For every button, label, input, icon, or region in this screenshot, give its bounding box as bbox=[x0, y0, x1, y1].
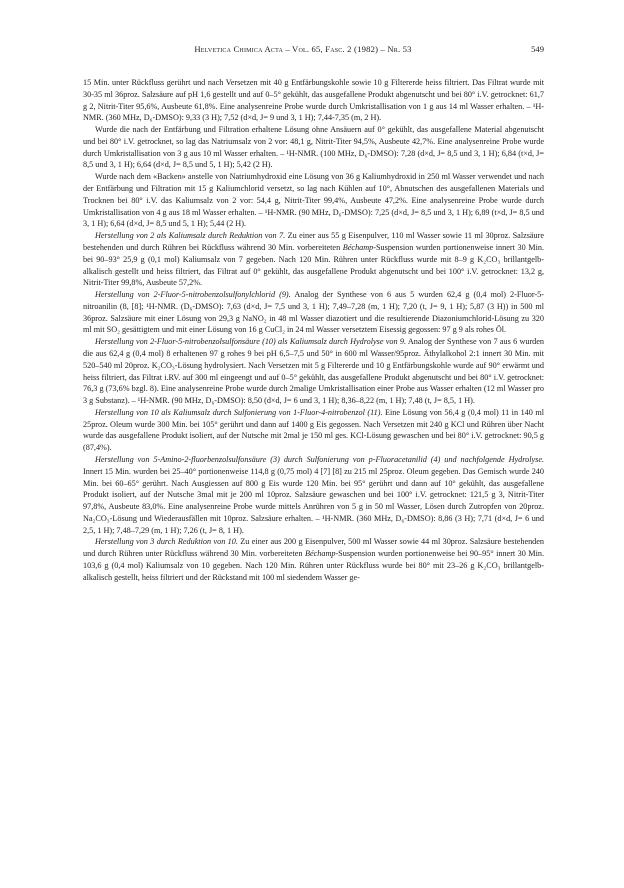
text-run: Eine Lösung von 56,4 g (0,4 mol) 11 in 140 ml 25proz. Oleum wurde 300 Min. bei 105° gerührt und dann auf 1400 g Eis gegossen. Nach Versetzen mit 240 g KCl und Rühren über Nacht wurde das ausgefallene Produkt isoliert, auf der Nutsche mit 2mal je 150 ml ges. KCl-Lösung gewaschen und bei 80° i.V. getrocknet: 90,5 g (87,4%). bbox=[83, 407, 544, 453]
text-run: Wurde die nach der Entfärbung und Filtration erhaltene Lösung ohne Ansäuern auf 0° gekühlt, das ausgefallene Material abgenutscht und bei 80° i.V. getrocknet, so lag das Natriumsalz von 2 vor: 48,1 g, Nitrit-Titer 94,5%, Ausbeute 42,7%. Eine analysenreine Probe wurde durch Umkristallisation von 3 g aus 10 ml Wasser erhalten. – ¹H-NMR. (100 MHz, D₆-DMSO): 7,28 (d×d, J= 8,5 und 3, 1 H); 6,84 (t×d, J= 8,5 und 3, 1 H); 6,64 (d×d, J= 8,5 und 5, 1 H); 5,42 (2 H). bbox=[83, 125, 544, 170]
paragraph-hydrolysis-of-9 bbox=[83, 336, 544, 407]
article-body bbox=[83, 77, 544, 584]
italic-text: Herstellung von 2 als Kaliumsalz durch Reduktion von 7. bbox=[95, 231, 286, 241]
paragraph-sulfonyl-chloride-9 bbox=[83, 289, 544, 336]
text-run: Analog der Synthese von 7 aus 6 wurden die aus 62,4 g (0,4 mol) 8 erhaltenen 97 g rohes 9 bei pH 6,5–7,5 und 50° in 600 ml Wasser/95proz. Äthylalkohol 2:1 innert 30 Min. mit 520–540 ml 20proz. K₂CO₃-Lösung hydrolysiert. Nach Versetzen mit 5 g Filtererde und 10 g Entfärbungskohle wurde auf 90° erwärmt und heiss filtriert, das Filtrat i.RV. auf 300 ml eingeengt und auf 0–5° gekühlt, das ausgefallene Produkt abgenutscht und bei 80° i.V. getrocknet: 76,3 g (73,6% bzgl. 8). Eine analysenreine Probe wurde durch 2malige Umkristallisation einer Probe aus Wasser erhalten (12 ml Wasser pro 3 g Substanz). – ¹H-NMR. (90 MHz, D₆-DMSO): 8,50 (d×d, J= 6 und 3, 1 H); 8,36–8,22 (m, 1 H); 7,48 (t, J= 8,5, 1 H). bbox=[83, 337, 545, 406]
paragraph-reduction-of-7 bbox=[83, 230, 544, 289]
italic-text: Herstellung von 2-Fluor-5-nitrobenzolsulfonylchlorid (9). bbox=[95, 290, 291, 300]
journal-title-line: Helvetica Chimica Acta – Vol. 65, Fasc. 2 (1982) – Nr. 53 bbox=[194, 44, 412, 54]
paragraph-sodium-salt bbox=[83, 124, 544, 171]
text-run: Analog der Synthese von 6 aus 5 wurden 62,4 g (0,4 mol) 2-Fluor-5-nitroanilin (8, [8]; ¹H-NMR. (D₆-DMSO): 7,63 (d×d, J= 7,5 und 3, 1 H); 7,49–7,28 (m, 1 H); 7,20 (t, J= 9, 1 H); 5,87 (3 H)) in 500 ml 36proz. Salzsäure mit einer Lösung von 29,3 g NaNO₂ in 48 ml Wasser diazotiert und die resultierende Diazoniumchlorid-Lösung zu 320 ml mit SO₂ gesättigtem und mit einer Lösung von 16 g CuCl₂ in 24 ml Wasser versetztem Eisessig gegossen: 97 g 9 als rohes Öl. bbox=[83, 290, 545, 335]
text-run: -Suspension wurden portionenweise bei 90–95° innert 30 Min. 103,6 g (0,4 mol) Kaliumsalz von 10 gegeben. Nach 120 Min. Rühren unter Rückfluss wurde bei 80° mit 23–26 g K₂CO₃ brillantgelb-alkalisch gestellt, heiss filtriert und der Rückstand mit 100 ml siedendem Wasser ge- bbox=[83, 549, 544, 582]
text-run: Innert 15 Min. wurden bei 25–40° portionenweise 114,8 g (0,75 mol) 4 [7] [8] zu 215 ml 25proz. Oleum gegeben. Das Gemisch wurde 240 Min. bei 60–65° gerührt. Nach Ausgiessen auf 800 g Eis wurde 120 Min. bei 95° gerührt und dann auf 10° gekühlt, das ausgefallene Produkt isoliert, auf der Nutsche 3mal mit je 200 ml 10proz. Salzsäure gewaschen und bei 100° i.V. getrocknet: 121,5 g 3, Nitrit-Titer 97,8%, Ausbeute 83,0%. Eine analysenreine Probe wurde mittels Anrühren von 5 g in 50 ml Wasser, Lösen durch Zutropfen von 20proz. Na₂CO₃-Lösung und Wiederausfällen mit 10proz. Salzsäure erhalten. – ¹H-NMR. (360 MHz, D₆-DMSO): 8,86 (3 H); 7,71 (d×d, J= 6 und 2,5, 1 H); 7,48–7,29 (m, 1 H); 7,26 (t, J= 8, 1 H). bbox=[83, 466, 544, 535]
paragraph-continuation bbox=[83, 77, 544, 124]
page-number: 549 bbox=[531, 44, 544, 54]
italic-text: Béchamp bbox=[342, 242, 374, 252]
text-run: 15 Min. unter Rückfluss gerührt und nach Versetzen mit 40 g Entfärbungskohle sowie 10 g Filtererde heiss filtriert. Das Filtrat wurde mit 30-35 ml 36proz. Salzsäure auf pH 1,6 gestellt und auf 0–5° gekühlt, das ausgefallene Produkt abgenutscht und bei 80° i.V. getrocknet: 61,7 g 2, Nitrit-Titer 95,6%, Ausbeute 61,8%. Eine analysenreine Probe wurde durch Umkristallisation von 1 g aus 14 ml Wasser erhalten. – ¹H-NMR. (360 MHz, D₆-DMSO): 9,33 (3 H); 7,52 (d×d, J= 9 und 3, 1 H); 7,44-7,35 (m, 2 H). bbox=[83, 78, 544, 123]
paragraph-sulfonation-of-11 bbox=[83, 407, 544, 454]
italic-text: Herstellung von 10 als Kaliumsalz durch Sulfonierung von 1-Fluor-4-nitrobenzol (11). bbox=[95, 407, 383, 417]
italic-text: Herstellung von 3 durch Reduktion von 10. bbox=[95, 537, 238, 547]
paragraph-reduction-of-10 bbox=[83, 536, 544, 583]
text-run: -Suspension wurden portionenweise innert 30 Min. bei 90–93° 25,9 g (0,1 mol) Kaliumsalz von 7 gegeben. Nach 120 Min. Rühren unter Rückfluss wurde mit 8–9 g K₂CO₃ brillantgelb-alkalisch gestellt und heiss filtriert, das Filtrat auf 0° gekühlt, das ausgefallene Produkt abgenutscht und bei 100° i.V. getrocknet: 13,2 g, Nitrit-Titer 99,8%, Ausbeute 57,2%. bbox=[83, 242, 544, 288]
italic-text: Herstellung von 2-Fluor-5-nitrobenzolsulfonsäure (10) als Kaliumsalz durch Hydrolyse von 9. bbox=[95, 337, 407, 347]
paragraph-potassium-salt bbox=[83, 171, 544, 230]
italic-text: Béchamp bbox=[304, 549, 336, 559]
text-run: Wurde nach dem «Backen» anstelle von Natriumhydroxid eine Lösung von 36 g Kaliumhydroxid in 250 ml Wasser verwendet und nach der Entfärbung und Filtration mit 15 g Kaliumchlorid versetzt, so lag nach Kühlen auf 10°, Abnutschen des ausgefallenen Materials und Trocknen bei 80° i.V. das Kaliumsalz von 2 vor: 54,4 g, Nitrit-Titer 99,4%, Ausbeute 47,2%. Eine analysenreine Probe wurde durch Umkristallisation von 4 g aus 18 ml Wasser erhalten. – ¹H-NMR. (90 MHz, D₆-DMSO): 7,25 (d×d, J= 8,5 und 3, 1 H); 6,89 (t×d, J= 8,5 und 3, 1 H); 6,64 (d×d, J= 8,5 und 5, 1 H); 5,44 (2 H). bbox=[83, 172, 544, 229]
italic-text: Herstellung von 5-Amino-2-fluorbenzolsulfonsäure (3) durch Sulfonierung von p-Fluoracetanilid (4) und nachfolgende Hydrolyse. bbox=[95, 455, 544, 464]
paragraph-sulfonation-of-4 bbox=[83, 454, 544, 536]
text-run: Zu einer aus 55 g Eisenpulver, 110 ml Wasser sowie 11 ml 30proz. Salzsäure bestehenden und durch Rühren bei Rückfluss während 30 Min. vorbereiteten bbox=[83, 231, 544, 252]
text-run: Zu einer aus 200 g Eisenpulver, 500 ml Wasser sowie 44 ml 30proz. Salzsäure bestehenden und durch Rühren unter Rückfluss während 30 Min. vorbereiteten bbox=[83, 537, 544, 559]
